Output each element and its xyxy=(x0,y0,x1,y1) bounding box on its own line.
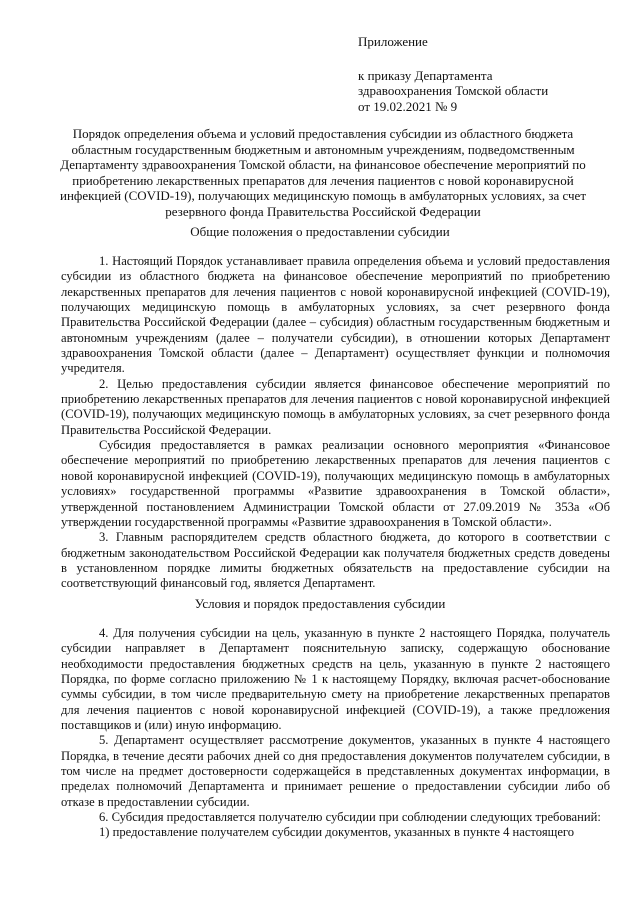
appendix-department-line: здравоохранения Томской области xyxy=(358,83,549,98)
section-general-body xyxy=(61,254,610,592)
paragraph-4: 4. Для получения субсидии на цель, указанную в пункте 2 настоящего Порядка, получатель субсидии направляет в Департамент пояснительную записку, содержащую обоснование необходимости предоставления бюджетных средств на цель, указанную в пункте 2 настоящего Порядка, по форме согласно приложению № 1 к настоящему Порядку, включая расчет-обоснование суммы субсидии, в том числе предварительную смету на приобретение лекарственных препаратов для лечения пациентов с новой коронавирусной инфекцией (COVID-19), а также предложения поставщиков и (или) иную информацию. xyxy=(61,626,610,733)
appendix-title: Приложение xyxy=(358,34,428,49)
appendix-date-line: от 19.02.2021 № 9 xyxy=(358,98,458,114)
paragraph-3: 3. Главным распорядителем средств областного бюджета, до которого в соответствии с бюджетным законодательством Российской Федерации как получателя бюджетных средств доведены в установленном порядке лимиты бюджетных обязательств на предоставление субсидии на соответствующий финансовый год, является Департамент. xyxy=(61,530,610,591)
section-heading-general: Общие положения о предоставлении субсидии xyxy=(190,224,450,239)
paragraph-5: 5. Департамент осуществляет рассмотрение документов, указанных в пункте 4 настоящего Порядка, в течение десяти рабочих дней со дня предоставления документов получателем субсидии, в том числе на предмет достоверности содержащейся в представленных документах информации, в пределах полномочий Департамента и принимает решение о предоставлении субсидии либо об отказе в предоставлении субсидии. xyxy=(61,733,610,809)
section-conditions-body xyxy=(61,626,610,841)
paragraph-6: 6. Субсидия предоставляется получателю субсидии при соблюдении следующих требований: xyxy=(99,810,601,825)
paragraph-subsidy-program: Субсидия предоставляется в рамках реализации основного мероприятия «Финансовое обеспечение мероприятий по приобретению лекарственных препаратов для лечения пациентов с новой коронавирусной инфекцией (COVID-19), получающих медицинскую помощь в амбулаторных условиях» государственной программы «Развитие здравоохранения в Томской области», утвержденной постановлением Администрации Томской области от 27.09.2019 № 353а «Об утверждении государственной программы «Развитие здравоохранения в Томской области». xyxy=(61,438,610,529)
paragraph-2: 2. Целью предоставления субсидии является финансовое обеспечение мероприятий по приобретению лекарственных препаратов для лечения пациентов с новой коронавирусной инфекцией (COVID-19), получающих медицинскую помощь в амбулаторных условиях, за счет резервного фонда Правительства Российской Федерации. xyxy=(61,376,610,437)
document-title: Порядок определения объема и условий предоставления субсидии из областного бюджета областным государственным бюджетным и автономным учреждениям, подведомственным Департаменту здравоохранения Томской области, на финансовое обеспечение мероприятий по приобретению лекарственных препаратов для лечения пациентов с новой коронавирусной инфекцией (COVID-19), получающих медицинскую помощь в амбулаторных условиях, за счет резервного фонда Правительства Российской Федерации xyxy=(59,126,587,219)
appendix-block xyxy=(358,34,628,114)
section-heading-conditions: Условия и порядок предоставления субсидии xyxy=(194,596,446,611)
paragraph-1: 1. Настоящий Порядок устанавливает правила определения объема и условий предоставления субсидии из областного бюджета на финансовое обеспечение мероприятий по приобретению лекарственных препаратов для лечения пациентов с новой коронавирусной инфекцией (COVID-19), получающих медицинскую помощь в амбулаторных условиях, за счет резервного фонда Правительства Российской Федерации (далее – субсидия) областным государственным бюджетным и автономным учреждениям (далее – получатели субсидии), в отношении которых Департамент здравоохранения Томской области (далее – Департамент) осуществляет функции и полномочия учредителя. xyxy=(61,254,610,376)
paragraph-6-item-1: 1) предоставление получателем субсидии документов, указанных в пункте 4 настоящего xyxy=(99,825,575,840)
appendix-order-line: к приказу Департамента xyxy=(358,67,493,83)
